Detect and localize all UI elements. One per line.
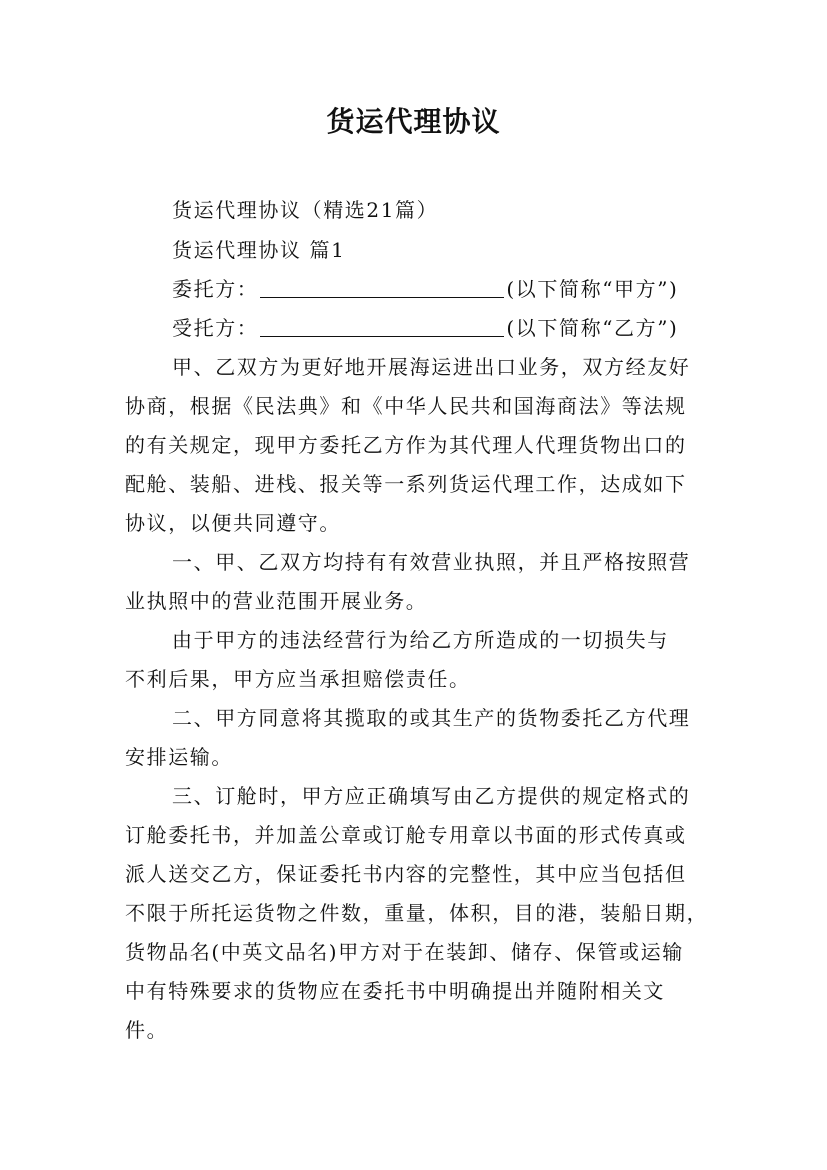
body-line: 件。 [125,1018,169,1042]
body-line: 不利后果，甲方应当承担赔偿责任。 [125,667,471,691]
body-line: 安排运输。 [125,745,233,769]
agent-suffix: (以下简称“乙方”) [506,316,679,340]
body-line: 二、甲方同意将其揽取的或其生产的货物委托乙方代理 [172,706,691,730]
document-title: 货运代理协议 [326,105,501,138]
client-blank [260,277,504,298]
agent-blank [260,316,504,337]
section-heading: 货运代理协议 篇1 [172,238,346,262]
body-line: 协商，根据《民法典》和《中华人民共和国海商法》等法规 [125,394,687,418]
subtitle: 货运代理协议（精选21篇） [172,198,439,222]
agent-line [172,314,678,342]
body-line: 不限于所托运货物之件数，重量，体积，目的港，装船日期， [125,901,709,925]
body-line: 协议，以便共同遵守。 [125,511,341,535]
body-line: 业执照中的营业范围开展业务。 [125,589,428,613]
body-line: 订舱委托书，并加盖公章或订舱专用章以书面的形式传真或 [125,823,687,847]
agent-label: 受托方： [172,316,259,340]
body-line: 配舱、装船、进栈、报关等一系列货运代理工作，达成如下 [125,472,687,496]
body-line: 的有关规定，现甲方委托乙方作为其代理人代理货物出口的 [125,433,687,457]
client-line [172,275,678,303]
body-line: 派人送交乙方，保证委托书内容的完整性，其中应当包括但 [125,862,687,886]
body-line: 中有特殊要求的货物应在委托书中明确提出并随附相关文 [125,979,665,1003]
body-line: 货物品名(中英文品名)甲方对于在装卸、储存、保管或运输 [125,940,684,964]
client-label: 委托方： [172,277,259,301]
body-line: 由于甲方的违法经营行为给乙方所造成的一切损失与 [172,628,669,652]
body-line: 甲、乙双方为更好地开展海运进出口业务，双方经友好 [172,355,691,379]
client-suffix: (以下简称“甲方”) [506,277,679,301]
body-line: 三、订舱时，甲方应正确填写由乙方提供的规定格式的 [172,784,691,808]
body-line: 一、甲、乙双方均持有有效营业执照，并且严格按照营 [172,550,691,574]
